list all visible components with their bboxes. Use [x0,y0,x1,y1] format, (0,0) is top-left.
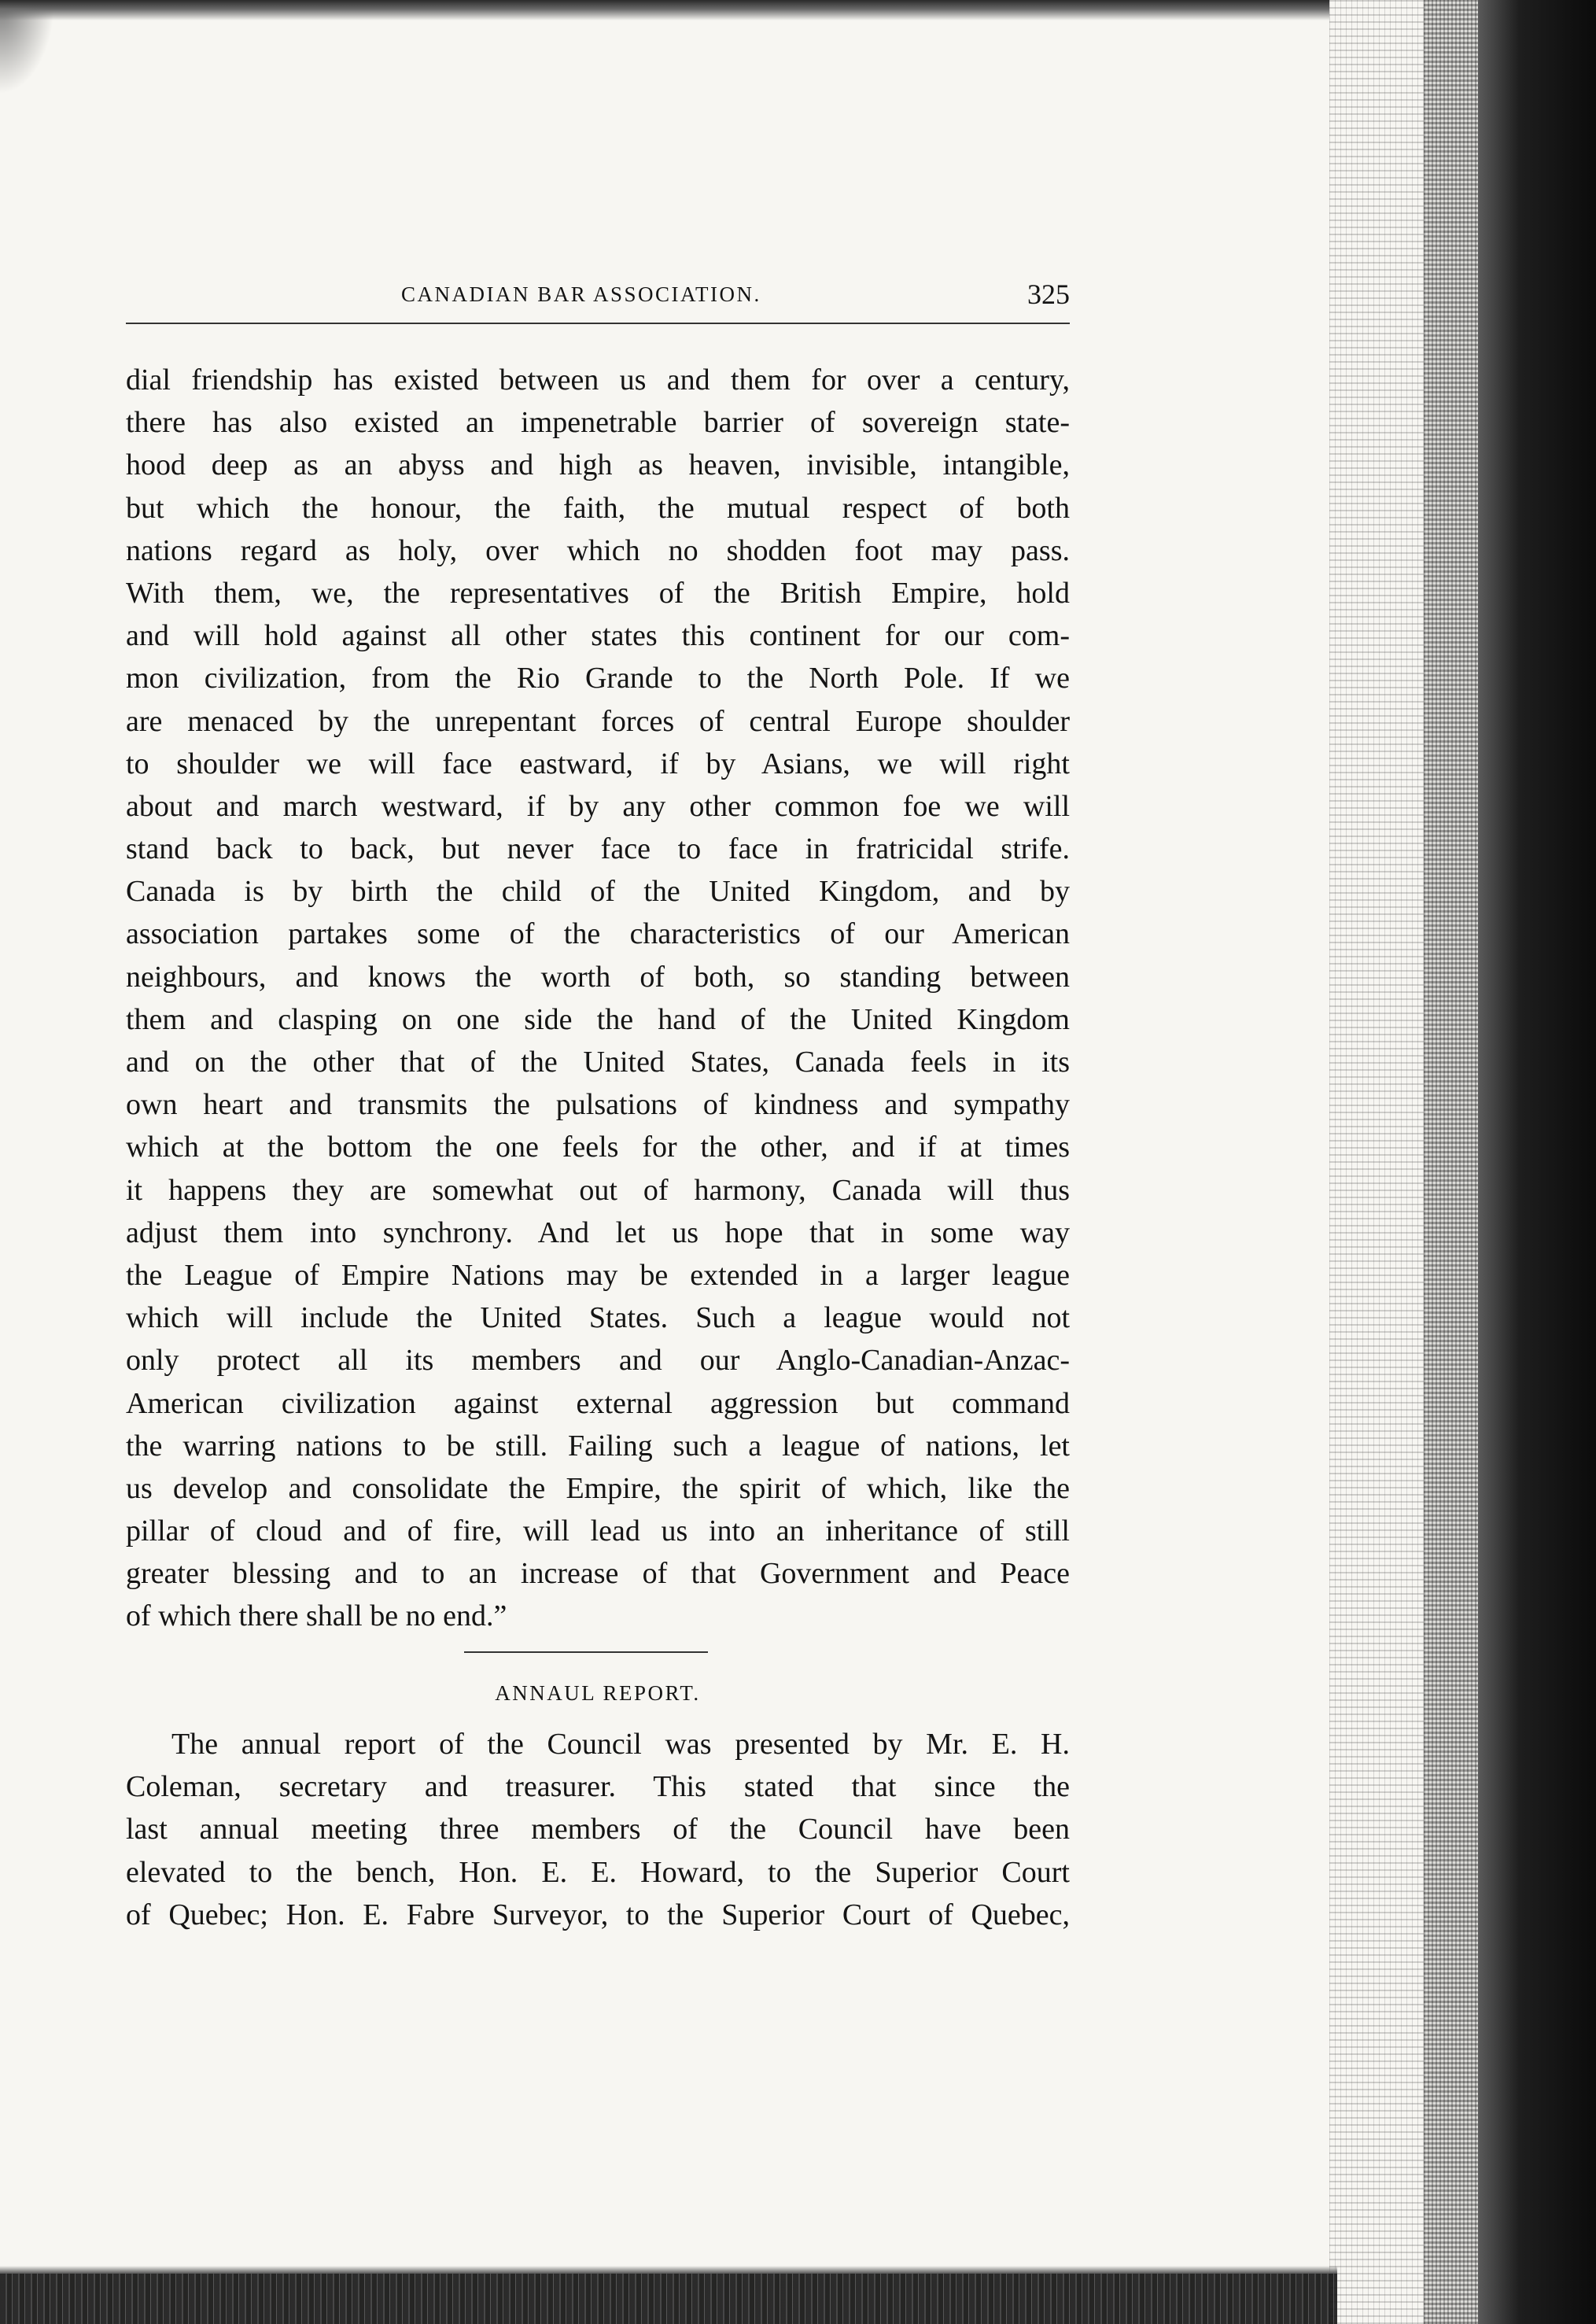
text-line: which at the bottom the one feels for the other, and if at times [126,1131,1070,1164]
scan-gutter-noise [1329,0,1424,2324]
body-text [126,359,1070,1638]
text-line: hood deep as an abyss and high as heaven, invisible, intangible, [126,448,1070,482]
text-line: Canada is by birth the child of the United Kingdom, and by [126,875,1070,909]
text-line: nations regard as holy, over which no shodden foot may pass. [126,533,1070,567]
scan-gutter-noise-dark [1424,0,1479,2324]
text-line: are menaced by the unrepentant forces of central Europe shoulder [126,704,1070,738]
text-line: own heart and transmits the pulsations of kindness and sympathy [126,1088,1070,1122]
text-line: neighbours, and knows the worth of both, so standing between [126,960,1070,994]
text-line: association partakes some of the characteristics of our American [126,917,1070,951]
text-line: dial friendship has existed between us and them for over a century, [126,363,1070,397]
text-line: adjust them into synchrony. And let us hope that in some way [126,1215,1070,1249]
text-line: only protect all its members and our Anglo-Canadian-Anzac- [126,1344,1070,1378]
text-line: us develop and consolidate the Empire, the spirit of which, like the [126,1471,1070,1505]
scan-bottom-edge [0,2274,1337,2324]
text-line: the warring nations to be still. Failing such a league of nations, let [126,1429,1070,1463]
text-line: of which there shall be no end.” [126,1599,507,1633]
text-line: but which the honour, the faith, the mutual respect of both [126,491,1070,525]
text-line: mon civilization, from the Rio Grande to the North Pole. If we [126,662,1070,695]
text-line: of Quebec; Hon. E. Fabre Surveyor, to the Superior Court of Quebec, [126,1898,1070,1931]
text-line: there has also existed an impenetrable barrier of sovereign state- [126,406,1070,440]
text-line: The annual report of the Council was presented by Mr. E. H. [171,1728,1070,1761]
scan-right-edge [1478,0,1596,2324]
running-head: CANADIAN BAR ASSOCIATION. [401,282,761,306]
text-line: greater blessing and to an increase of that Government and Peace [126,1557,1070,1591]
text-line: With them, we, the representatives of the British Empire, hold [126,576,1070,610]
text-line: and will hold against all other states this continent for our com- [126,619,1070,653]
header-rule [126,323,1070,324]
text-line: elevated to the bench, Hon. E. E. Howard, to the Superior Court [126,1855,1070,1889]
section-divider [464,1651,708,1653]
scan-top-edge [0,0,1329,20]
text-line: stand back to back, but never face to face in fratricidal strife. [126,832,1070,866]
page-header [126,277,1070,312]
text-line: the League of Empire Nations may be extended in a larger league [126,1258,1070,1292]
text-line: it happens they are somewhat out of harmony, Canada will thus [126,1173,1070,1207]
text-line: which will include the United States. Such a league would not [126,1301,1070,1335]
text-line: Coleman, secretary and treasurer. This stated that since the [126,1770,1070,1804]
scan-bottom-fade [0,2266,1337,2274]
text-line: American civilization against external aggression but command [126,1386,1070,1420]
section-text [126,1723,1070,1936]
text-line: and on the other that of the United States, Canada feels in its [126,1046,1070,1079]
page-number: 325 [1027,279,1070,310]
text-line: them and clasping on one side the hand of the United Kingdom [126,1002,1070,1036]
text-line: to shoulder we will face eastward, if by Asians, we will right [126,747,1070,780]
text-line: pillar of cloud and of fire, will lead us into an inheritance of still [126,1514,1070,1548]
section-heading: ANNAUL REPORT. [495,1681,701,1705]
text-line: about and march westward, if by any other common foe we will [126,789,1070,823]
text-line: last annual meeting three members of the Council have been [126,1813,1070,1846]
